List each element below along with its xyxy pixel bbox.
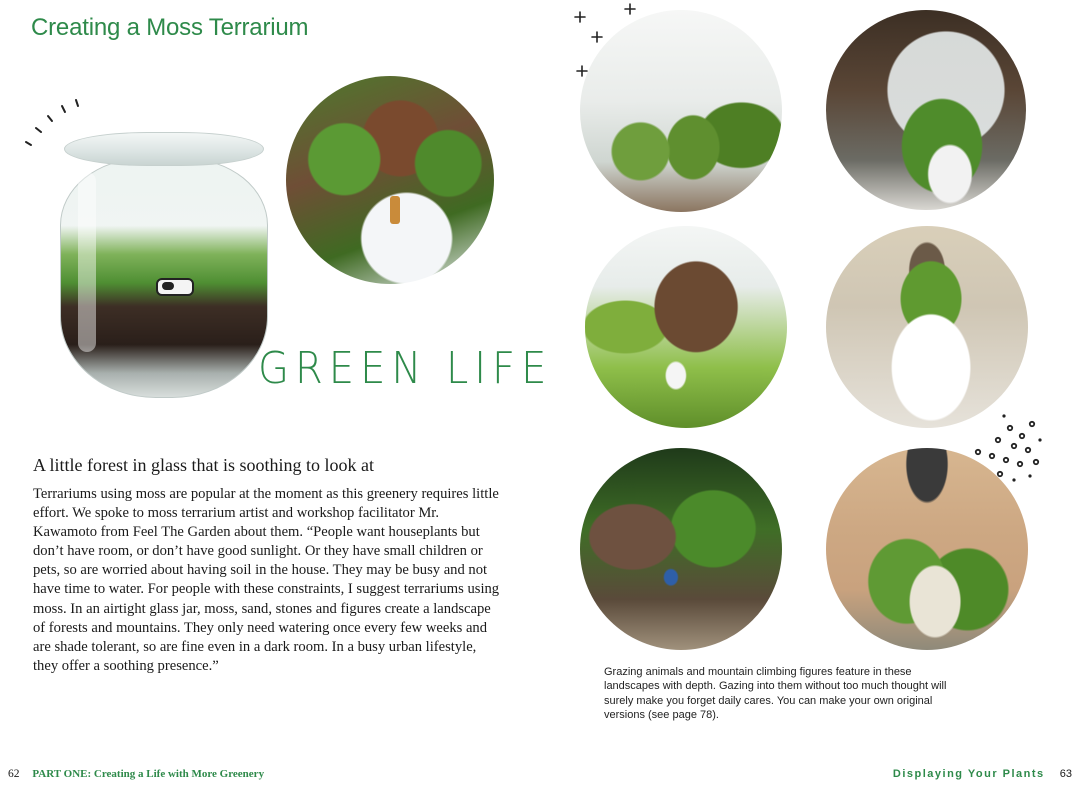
rock-arch-horse-photo	[585, 226, 787, 428]
green-life-heading: GREEN LIFE	[258, 344, 553, 394]
white-pot-moss-photo	[826, 226, 1028, 428]
article-body: Terrariums using moss are popular at the moment as this greenery requires little effort. We spoke to moss terrarium artist and workshop facilitator Mr. Kawamoto from Feel The Garden about them. “People want houseplants but don’t have room, or don’t have good sunlight. Or they have small children or pets, so are worried about having soil in the house. They may be busy and not have time to water. For people with these constraints, I suggest terrariums using moss. In an airtight glass jar, moss, sand, stones and figures create a landscape of forests and mountains. They only need watering once every few weeks and are shade tolerant, so are fine even in a dark room. In a busy urban lifestyle, they offer a soothing presence.”	[33, 486, 500, 674]
bowl-terrarium-photo	[826, 448, 1028, 650]
climber-terrarium-photo	[580, 448, 782, 650]
footer-right	[893, 768, 1072, 780]
jar-terrarium-photo	[58, 132, 270, 400]
hiker-terrarium-photo	[286, 76, 494, 284]
part-title: PART ONE: Creating a Life with More Greenery	[32, 768, 265, 780]
page-title: Creating a Moss Terrarium	[31, 14, 309, 41]
page-number-right: 63	[1059, 768, 1072, 780]
jar-lid	[64, 132, 264, 166]
article-subtitle: A little forest in glass that is soothing to look at	[33, 455, 374, 475]
photo-caption: Grazing animals and mountain climbing figures feature in these landscapes with depth. Gazing into them without too much thought will surely make you forget daily cares. You can make your own original versions (see page 78).	[604, 666, 947, 721]
cow-figure	[156, 278, 194, 296]
three-jars-photo	[580, 10, 782, 212]
section-title: Displaying Your Plants	[892, 768, 1045, 780]
footer-left	[8, 768, 264, 780]
page-number-left: 62	[8, 768, 20, 780]
teapot-terrarium-photo	[826, 10, 1026, 210]
